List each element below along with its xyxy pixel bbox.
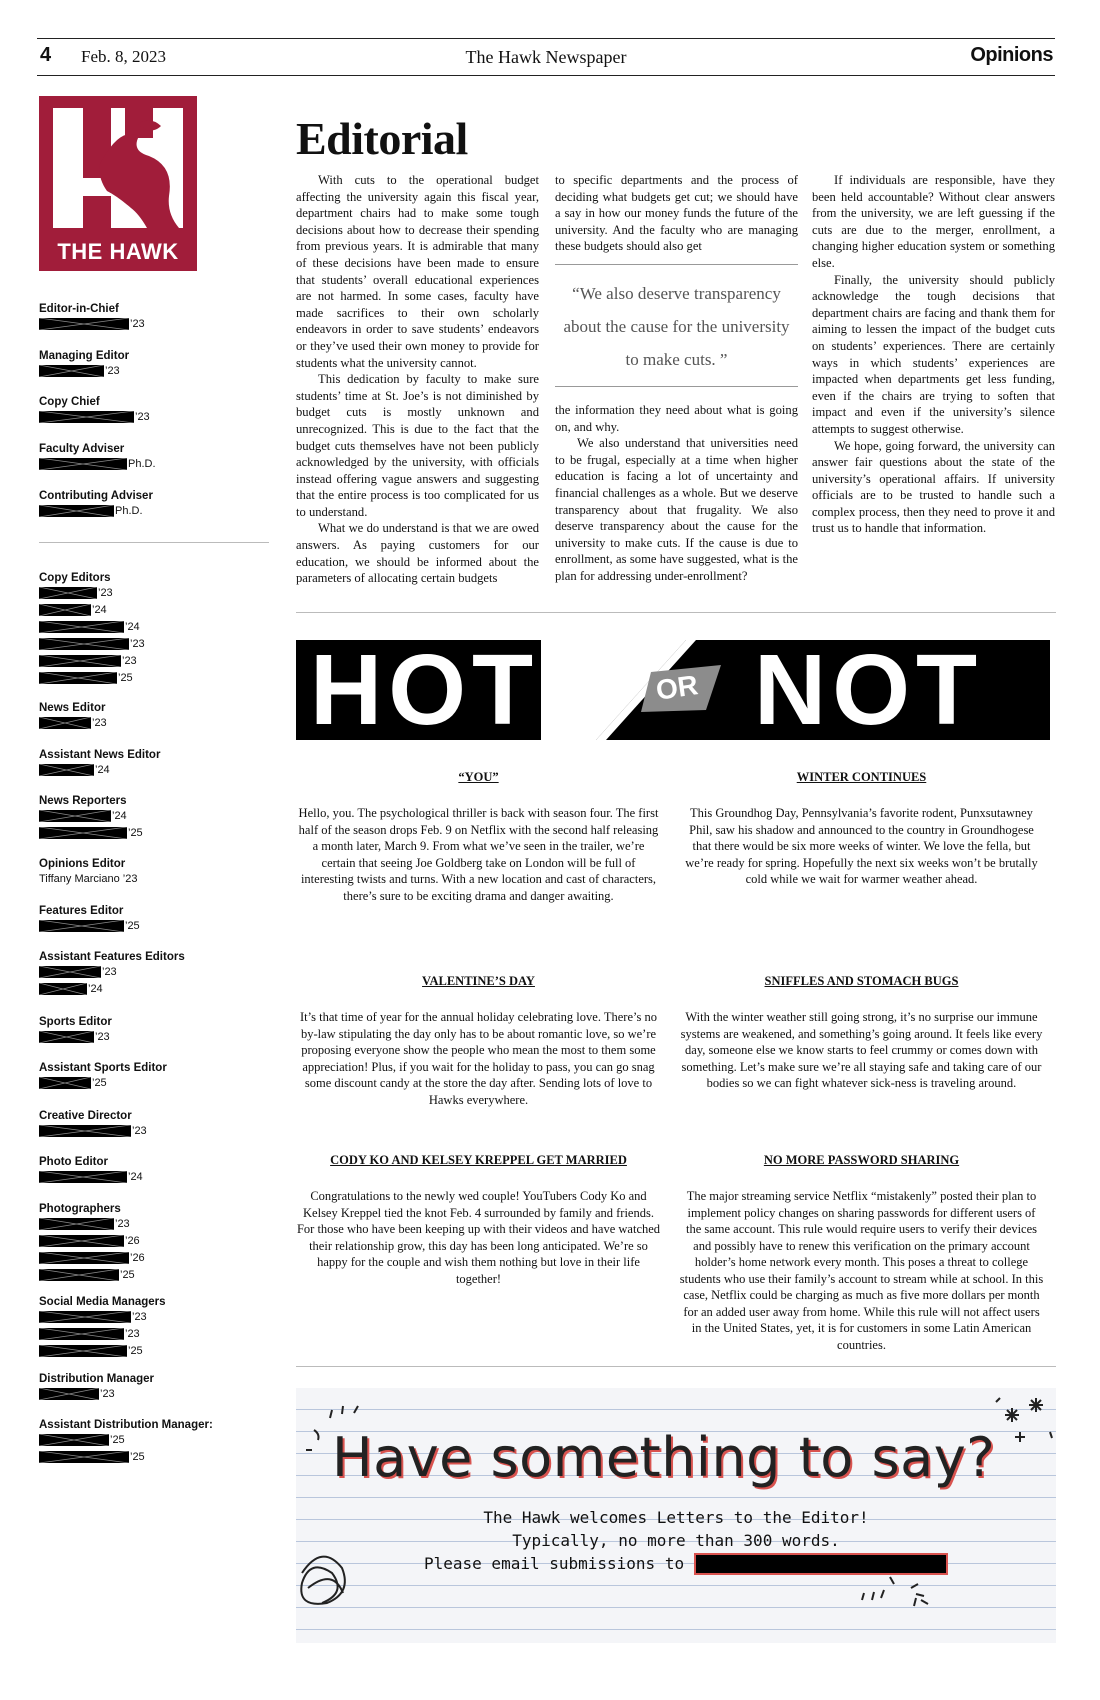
masthead-member (39, 1218, 269, 1235)
paragraph: We hope, going forward, the university can answer fair questions about the state of the university’s operational affairs. If university officials are to be trusted to handle such a complex process, then they need to prove it and trust us to handle that information. (812, 438, 1055, 536)
letters-line-2: Typically, no more than 300 words. (512, 1531, 840, 1550)
paragraph: We also understand that universities need to be frugal, especially at a time when higher education is facing a lot of uncertainty and financial challenges as a whole. But we deserve transparency about that frugality. We also deserve transparency about the cause for the university to make cuts. If the cause is due to enrollment, as some have suggested, what is the plan for addressing under-enrollment? (555, 436, 798, 583)
redacted-name (39, 920, 124, 932)
member-suffix: ’25 (92, 1077, 107, 1090)
masthead-entry (39, 951, 269, 1000)
redacted-name (39, 1388, 99, 1400)
member-suffix: ’24 (125, 621, 140, 634)
masthead-role: Managing Editor (39, 350, 130, 362)
redacted-name (39, 638, 129, 650)
member-suffix: ’23 (130, 638, 145, 651)
member-suffix: ’23 (98, 587, 113, 600)
hot-or-not-item (679, 770, 1044, 888)
redacted-name (39, 505, 114, 517)
paragraph: With cuts to the operational budget affecting the university again this fiscal year, department chairs had to make some tough decisions about how to decrease their spending from previous years. It is admirable that many of these decisions have been made to ensure that students’ overall educational experiences are not harmed. In some cases, faculty have made sacrifices to their own scholarly endeavors in order to save students’ endeavors or they’ve used their own money to provide for students what the university cannot. (296, 173, 539, 370)
member-suffix: ’25 (125, 920, 140, 933)
masthead-member (39, 764, 269, 781)
item-body: With the winter weather still going strong, it’s no surprise our immune systems are weakened, and something’s going around. It feels like every day, someone else we know starts to feel crummy or comes down with something. Let’s make sure we’re all staying safe and taking care of our bodies so we can fight whatever sick-ness is traveling around. (680, 1010, 1043, 1090)
redacted-name (39, 983, 87, 995)
redacted-name (39, 1031, 94, 1043)
item-title: WINTER CONTINUES (796, 770, 927, 784)
masthead-role: Assistant Features Editors (39, 951, 185, 963)
banner-or-text: OR (653, 669, 700, 706)
hot-or-not-item (679, 1153, 1044, 1353)
masthead-member (39, 1451, 269, 1468)
member-suffix: ’23 (105, 365, 120, 378)
masthead-role: Assistant Distribution Manager: (39, 1419, 213, 1431)
redacted-name (39, 318, 129, 330)
member-suffix: ’23 (125, 1328, 140, 1341)
item-title: “YOU” (458, 770, 499, 784)
masthead-entry (39, 490, 269, 522)
masthead-member (39, 655, 269, 672)
masthead-entry (39, 749, 269, 781)
masthead-member (39, 638, 269, 655)
masthead-member (39, 1311, 269, 1328)
masthead-role: Features Editor (39, 905, 124, 917)
masthead-member (39, 966, 269, 983)
member-suffix: ’25 (130, 1451, 145, 1464)
masthead-member (39, 1171, 269, 1188)
hot-or-not-item (679, 974, 1044, 1092)
member-suffix: ’26 (130, 1252, 145, 1265)
editorial-column-2-bottom (555, 402, 798, 585)
paragraph: to specific departments and the process of deciding what budgets get cut; we should have a say in how our money funds the future of the university. And the faculty who are managing these budgets should also get (555, 173, 798, 254)
member-suffix: Ph.D. (115, 505, 143, 518)
member-suffix: ’25 (128, 1345, 143, 1358)
masthead-member (39, 1077, 269, 1094)
masthead-member (39, 365, 269, 382)
hot-or-not-item (296, 974, 661, 1108)
paragraph: If individuals are responsible, have they been held accountable? Without clear answers from the university, we are left guessing if the cuts are due to the merger, enrollment, a changing higher education system or something else. (812, 173, 1055, 270)
member-suffix: ’26 (125, 1235, 140, 1248)
paragraph: What we do understand is that we are owed answers. As paying customers for our education, we should be informed about the parameters of allocating certain budgets (296, 521, 539, 586)
redacted-name (39, 717, 91, 729)
item-title: NO MORE PASSWORD SHARING (763, 1153, 960, 1167)
masthead-role: News Reporters (39, 795, 127, 807)
paragraph: the information they need about what is going on, and why. (555, 403, 798, 434)
masthead-entry (39, 1156, 269, 1188)
masthead-role: Faculty Adviser (39, 443, 125, 455)
masthead-member (39, 458, 269, 475)
editorial-title: Editorial (296, 113, 468, 164)
page-header (37, 44, 1055, 74)
member-suffix: ’25 (118, 672, 133, 685)
logo-text: THE HAWK (57, 239, 179, 264)
masthead-member (39, 827, 269, 844)
redacted-name (39, 1218, 114, 1230)
member-suffix: ’25 (120, 1269, 135, 1282)
redacted-name (39, 587, 97, 599)
masthead-member (39, 810, 269, 827)
masthead-member (39, 505, 269, 522)
letters-to-editor-box (296, 1388, 1056, 1643)
redacted-name (39, 1252, 129, 1264)
paragraph: Finally, the university should publicly acknowledge the tough decisions that department chairs are facing and thank them for aiming to lessen the impact of the budget cuts on students’ experiences. There are certainly ways in which students’ experiences are impacted when departments get less funding, even if the chairs are trying to soften that impact and even if the university’s silence attempts to suggest otherwise. (812, 272, 1055, 436)
masthead-member (39, 587, 269, 604)
masthead-member (39, 1434, 269, 1451)
masthead-role: Contributing Adviser (39, 490, 153, 502)
hawk-logo (39, 96, 197, 271)
redacted-name (39, 966, 101, 978)
masthead-entry (39, 1110, 269, 1142)
letters-line-1: The Hawk welcomes Letters to the Editor! (483, 1508, 869, 1527)
masthead-role: Distribution Manager (39, 1373, 155, 1385)
redacted-name (39, 1345, 127, 1357)
redacted-name (39, 621, 124, 633)
member-suffix: ’23 (95, 1031, 110, 1044)
header-bottom-rule (37, 75, 1055, 76)
masthead-role: Assistant Sports Editor (39, 1062, 167, 1074)
masthead-role: Assistant News Editor (39, 749, 161, 761)
redacted-name (39, 1328, 124, 1340)
member-suffix: ’23 (100, 1388, 115, 1401)
masthead-role: Opinions Editor (39, 858, 126, 870)
page-number: 4 (40, 44, 52, 66)
member-suffix: ’23 (115, 1218, 130, 1231)
editorial-column-2-top (555, 172, 798, 255)
member-suffix: ’23 (135, 411, 150, 424)
redacted-name (39, 1434, 109, 1446)
masthead-member (39, 318, 269, 335)
masthead-entry (39, 858, 269, 890)
member-suffix: ’23 (102, 966, 117, 979)
member-suffix: ’24 (112, 810, 127, 823)
hot-or-not-banner (296, 634, 1050, 746)
banner-hot-text: HOT (310, 634, 540, 746)
member-suffix: ’23 (132, 1311, 147, 1324)
member-suffix: ’23 (132, 1125, 147, 1138)
masthead-entry (39, 396, 269, 428)
member-suffix: ’24 (92, 604, 107, 617)
redacted-name (39, 1125, 131, 1137)
masthead-entry (39, 1373, 269, 1405)
redacted-name (39, 1235, 124, 1247)
masthead-member (39, 411, 269, 428)
section-name: Opinions (970, 44, 1053, 66)
masthead-member (39, 983, 269, 1000)
member-suffix: ’23 (130, 318, 145, 331)
masthead-member (39, 1235, 269, 1252)
redacted-name (39, 411, 134, 423)
masthead-member (39, 1269, 269, 1286)
masthead-role: Creative Director (39, 1110, 132, 1122)
masthead-role: Editor-in-Chief (39, 303, 119, 315)
member-suffix: Ph.D. (128, 458, 156, 471)
masthead-role: Photo Editor (39, 1156, 108, 1168)
member-suffix: ’23 (92, 717, 107, 730)
masthead-entry (39, 905, 269, 937)
masthead-role: Photographers (39, 1203, 121, 1215)
item-body: Hello, you. The psychological thriller is back with season four. The first half of the season drops Feb. 9 on Netflix with the second half releasing a month later, March 9. From what we’ve seen in the trailer, we’re certain that seeing Joe Goldberg take on London will be full of interesting twists and turns. With a new location and cast of characters, there’s sure to be exciting drama and danger awaiting. (298, 806, 659, 903)
masthead-member (39, 1125, 269, 1142)
member-suffix: ’24 (88, 983, 103, 996)
masthead-entry (39, 1203, 269, 1286)
item-title: SNIFFLES AND STOMACH BUGS (764, 974, 959, 988)
editorial-column-1 (296, 172, 539, 587)
member-name: Tiffany Marciano ’23 (39, 873, 138, 885)
masthead-member (39, 672, 269, 689)
masthead-entry (39, 443, 269, 475)
masthead-entry (39, 702, 269, 734)
masthead-entry (39, 1062, 269, 1094)
masthead-member (39, 717, 269, 734)
redacted-name (39, 1451, 129, 1463)
item-body: Congratulations to the newly wed couple! YouTubers Cody Ko and Kelsey Kreppel tied the knot Feb. 4 surrounded by family and friends. For those who have been keeping up with their videos and have watched their relationship grow, this day has been long anticipated. We’re so happy for the couple and wish them nothing but love in their life together! (296, 1189, 661, 1286)
banner-not-text: NOT (754, 634, 984, 746)
redacted-name (39, 1077, 91, 1089)
masthead-entry (39, 1296, 269, 1362)
masthead-entry (39, 1016, 269, 1048)
masthead-member (39, 1328, 269, 1345)
masthead-member (39, 1388, 269, 1405)
masthead-divider (39, 542, 269, 543)
member-suffix: ’25 (110, 1434, 125, 1447)
redacted-name (39, 810, 111, 822)
masthead-entry (39, 795, 269, 844)
masthead-entry (39, 572, 269, 689)
member-suffix: ’24 (95, 764, 110, 777)
masthead-member (39, 1345, 269, 1362)
item-body: It’s that time of year for the annual holiday celebrating love. There’s no by-law stipulating the day only has to be about romantic love, so we’re proposing everyone show the people who mean the most to them some appreciation! Plus, if you wait for the holiday to pass, you can go snag some discount candy at the store the day after. Sending lots of love to Hawks everywhere. (300, 1010, 657, 1107)
masthead-member (39, 1252, 269, 1269)
masthead-role: News Editor (39, 702, 106, 714)
hot-or-not-item (296, 770, 661, 904)
editorial-column-3 (812, 172, 1055, 537)
member-suffix: ’23 (122, 655, 137, 668)
redacted-name (39, 764, 94, 776)
paragraph: This dedication by faculty to make sure students’ time at St. Joe’s is not diminished by budget cuts is mostly unknown and unrecognized. This is due to the fact that the budget cuts themselves have not been publicly acknowledged by the university, with officials instead offering vague answers and suggesting that the entire process is too complicated for us to understand. (296, 372, 539, 519)
letters-line-3: Please email submissions to (424, 1554, 685, 1573)
redacted-name (39, 655, 121, 667)
item-body: The major streaming service Netflix “mistakenly” posted their plan to implement policy changes on sharing passwords for different users of the same account. This rule would require users to verify their devices and possibly have to renew this verification on the primary account holder’s home network every month. This poses a threat to college students who use their family’s account to stream while at school. In this case, Netflix could be charging as much as five more dollars per month for an added user away from home. While this rule will not affect users in the United States, yet, it is for customers in some Latin American countries. (679, 1189, 1044, 1352)
redacted-name (39, 672, 117, 684)
masthead-member (39, 920, 269, 937)
redacted-name (39, 1171, 127, 1183)
masthead-entry (39, 350, 269, 382)
masthead-member (39, 1031, 269, 1048)
member-suffix: ’24 (128, 1171, 143, 1184)
masthead-member (39, 621, 269, 638)
paper-name: The Hawk Newspaper (465, 47, 627, 67)
section-rule (296, 1366, 1056, 1367)
masthead-role: Copy Chief (39, 396, 100, 408)
member-suffix: ’25 (128, 827, 143, 840)
masthead-member (39, 604, 269, 621)
masthead-entry (39, 303, 269, 335)
pull-quote: “We also deserve transparency about the cause for the university to make cuts. ” (555, 264, 798, 387)
section-rule (296, 612, 1056, 613)
letters-headline: Have something to say? (332, 1426, 996, 1489)
redacted-name (39, 827, 127, 839)
redacted-name (39, 1269, 119, 1281)
item-title: VALENTINE’S DAY (422, 974, 535, 988)
masthead-role: Social Media Managers (39, 1296, 166, 1308)
redacted-name (39, 1311, 131, 1323)
masthead-role: Copy Editors (39, 572, 111, 584)
masthead-member (39, 873, 269, 890)
masthead-entry (39, 1419, 269, 1468)
redacted-name (39, 458, 127, 470)
redacted-email (696, 1555, 946, 1573)
hot-or-not-item (296, 1153, 661, 1287)
redacted-name (39, 365, 104, 377)
redacted-name (39, 604, 91, 616)
issue-date: Feb. 8, 2023 (81, 47, 166, 66)
item-body: This Groundhog Day, Pennsylvania’s favorite rodent, Punxsutawney Phil, saw his shadow and announced to the country in Groundhogese that there would be six more weeks of winter. We love the fella, but we’re ready for spring. Hopefully the next six weeks won’t be brutally cold while we wait for warmer weather ahead. (685, 806, 1038, 886)
header-top-rule (37, 38, 1055, 39)
masthead-role: Sports Editor (39, 1016, 112, 1028)
item-title: CODY KO AND KELSEY KREPPEL GET MARRIED (330, 1153, 627, 1167)
